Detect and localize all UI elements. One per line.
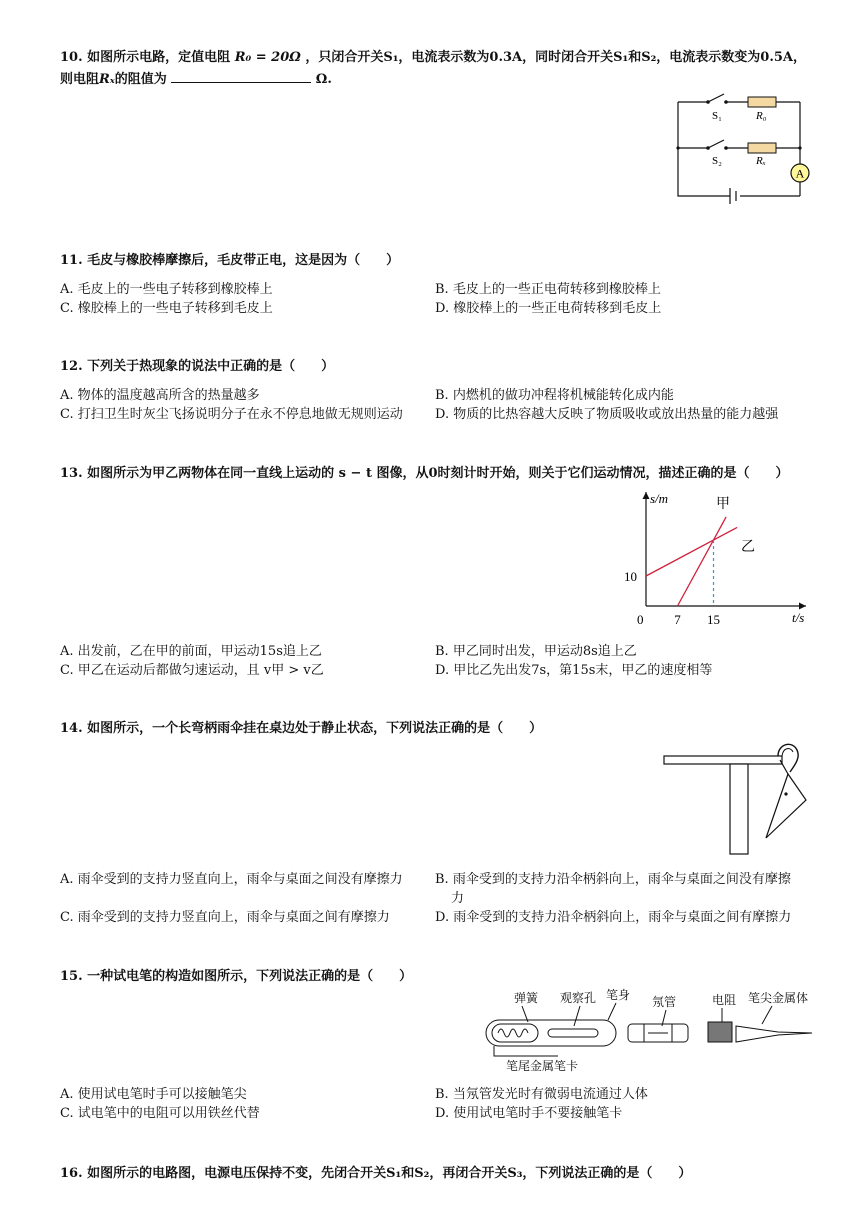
- question-text: 如图所示为甲乙两物体在同一直线上运动的 s − t 图像，从0时刻计时开始，则关于它们运动情况，描述正确的是（ ）: [87, 466, 789, 481]
- option-c[interactable]: C. 雨伞受到的支持力竖直向上，雨伞与桌面之间有摩擦力: [60, 910, 390, 925]
- option-a[interactable]: A. 物体的温度越高所含的热量越多: [60, 388, 260, 403]
- option-c[interactable]: C. 试电笔中的电阻可以用铁丝代替: [60, 1106, 260, 1121]
- option-b[interactable]: B. 毛皮上的一些正电荷转移到橡胶棒上: [435, 282, 661, 297]
- question-text: 如图所示电路，定值电阻: [87, 50, 231, 65]
- question-number: 11.: [60, 253, 83, 268]
- question-text: 一种试电笔的构造如图所示，下列说法正确的是（ ）: [87, 969, 413, 984]
- switch-s1-label: S₁: [712, 110, 722, 122]
- rx-label: Rₓ: [756, 155, 766, 167]
- label-spring: 弹簧: [514, 991, 539, 1005]
- x-tick-label: 15: [707, 612, 720, 627]
- option-d[interactable]: D. 雨伞受到的支持力沿伞柄斜向上，雨伞与桌面之间有摩擦力: [435, 910, 792, 925]
- label-body: 笔身: [606, 988, 631, 1002]
- label-window: 观察孔: [560, 991, 597, 1005]
- option-c[interactable]: C. 甲乙在运动后都做匀速运动，且 v甲 > v乙: [60, 663, 324, 678]
- r0-label: R₀: [756, 110, 767, 122]
- option-b[interactable]: B. 当氖管发光时有微弱电流通过人体: [435, 1087, 648, 1102]
- series-label-jia: 甲: [716, 497, 730, 512]
- question-number: 13.: [60, 466, 83, 481]
- umbrella-on-table-figure: [660, 738, 810, 858]
- option-a[interactable]: A. 毛皮上的一些电子转移到橡胶棒上: [60, 282, 273, 297]
- option-d[interactable]: D. 使用试电笔时手不要接触笔卡: [435, 1106, 623, 1121]
- question-text: 如图所示的电路图，电源电压保持不变，先闭合开关S₁和S₂，再闭合开关S₃，下列说法正确的是（ ）: [87, 1166, 692, 1181]
- label-resistor: 电阻: [712, 993, 737, 1007]
- option-c[interactable]: C. 打扫卫生时灰尘飞扬说明分子在永不停息地做无规则运动: [60, 407, 403, 422]
- table-top: [664, 756, 782, 764]
- question-number: 14.: [60, 721, 83, 736]
- origin-label: 0: [637, 612, 644, 627]
- option-a[interactable]: A. 出发前，乙在甲的前面，甲运动15s追上乙: [60, 644, 322, 659]
- question-text: 如图所示，一个长弯柄雨伞挂在桌边处于静止状态，下列说法正确的是（ ）: [87, 721, 543, 736]
- question-number: 16.: [60, 1166, 83, 1181]
- series-line-yi: [646, 527, 737, 576]
- formula: R₀ = 20Ω: [234, 50, 301, 65]
- question-15-stem: [60, 965, 412, 984]
- question-text: 下列关于热现象的说法中正确的是（ ）: [87, 359, 335, 374]
- pen-clip: [494, 1046, 558, 1056]
- option-c[interactable]: C. 橡胶棒上的一些电子转移到毛皮上: [60, 301, 273, 316]
- resistor-rx: [748, 143, 776, 153]
- circuit-diagram-q10: [668, 90, 814, 206]
- question-text: 则电阻: [60, 72, 100, 87]
- pen-tip: [736, 1026, 812, 1042]
- question-number: 10.: [60, 50, 83, 65]
- option-b[interactable]: B. 雨伞受到的支持力沿伞柄斜向上，雨伞与桌面之间没有摩擦: [435, 872, 791, 887]
- umbrella-canopy: [766, 774, 806, 838]
- question-10-line1: [60, 46, 806, 65]
- series-label-yi: 乙: [741, 540, 755, 555]
- question-number: 12.: [60, 359, 83, 374]
- option-d[interactable]: D. 物质的比热容越大反映了物质吸收或放出热量的能力越强: [435, 407, 779, 422]
- formula: Rₓ: [99, 72, 115, 87]
- label-neon: 氖管: [652, 995, 677, 1009]
- answer-blank[interactable]: [171, 70, 311, 83]
- x-axis-label: t/s: [792, 610, 805, 625]
- switch-s2-label: S₂: [712, 155, 722, 167]
- test-pen-structure-figure: [478, 988, 818, 1080]
- question-text: 的阻值为: [114, 72, 167, 87]
- series-line-jia: [678, 517, 727, 606]
- x-tick-label: 7: [674, 612, 681, 627]
- ammeter-label: A: [795, 166, 805, 181]
- question-16-stem: [60, 1162, 691, 1181]
- option-a[interactable]: A. 使用试电笔时手可以接触笔尖: [60, 1087, 247, 1102]
- option-b[interactable]: B. 甲乙同时出发，甲运动8s追上乙: [435, 644, 637, 659]
- option-d[interactable]: D. 橡胶棒上的一些正电荷转移到毛皮上: [435, 301, 662, 316]
- question-13-stem: [60, 462, 789, 481]
- spring-icon: [498, 1029, 528, 1037]
- option-b-continued: 力: [451, 891, 465, 906]
- label-tip: 笔尖金属体: [748, 991, 809, 1005]
- observation-window: [548, 1029, 598, 1037]
- option-a[interactable]: A. 雨伞受到的支持力竖直向上，雨伞与桌面之间没有摩擦力: [60, 872, 403, 887]
- question-text: ，只闭合开关S₁，电流表示数为0.3A，同时闭合开关S₁和S₂，电流表示数变为0.5A，: [305, 50, 806, 65]
- option-b[interactable]: B. 内燃机的做功冲程将机械能转化成内能: [435, 388, 674, 403]
- resistor-block: [708, 1022, 732, 1042]
- st-graph-q13: [620, 486, 815, 632]
- question-11-stem: [60, 249, 399, 268]
- y-axis-label: s/m: [650, 491, 669, 506]
- question-text: 毛皮与橡胶棒摩擦后，毛皮带正电，这是因为（ ）: [87, 253, 400, 268]
- question-14-stem: [60, 717, 542, 736]
- question-number: 15.: [60, 969, 83, 984]
- label-clip: 笔尾金属笔卡: [506, 1059, 579, 1073]
- question-12-stem: [60, 355, 334, 374]
- option-d[interactable]: D. 甲比乙先出发7s，第15s末，甲乙的速度相等: [435, 663, 713, 678]
- table-leg: [730, 764, 748, 854]
- y-tick-label: 10: [624, 569, 637, 584]
- question-10-line2: [60, 68, 332, 87]
- resistor-r0: [748, 97, 776, 107]
- unit-text: Ω.: [315, 72, 332, 87]
